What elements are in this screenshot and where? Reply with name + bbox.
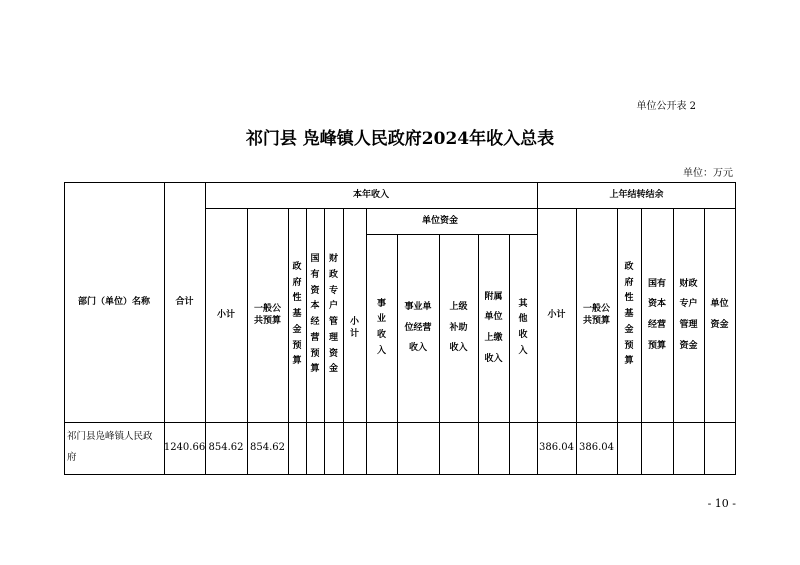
- prior-unit-funds-header: 单位资金: [710, 299, 729, 330]
- current-gov-fund-header: 政 府 性 基 金 预 算: [292, 261, 302, 367]
- current-general-budget-header: 一般公共预算: [253, 303, 281, 326]
- dept-name-header: 部门（单位）名称: [77, 296, 150, 307]
- current-special-fund-header: 财 政 专 户 管 理 资 金: [328, 254, 338, 375]
- form-number: 单位公开表 2: [636, 101, 696, 112]
- total-header: 合计: [175, 296, 194, 307]
- current-year-header: 本年收入: [352, 189, 389, 200]
- prior-gov-fund-header: 政 府 性 基 金 预 算: [624, 261, 634, 367]
- table-row-current-subtotal: 854.62: [208, 442, 244, 454]
- table-row-current-general: 854.62: [250, 442, 285, 454]
- superior-subsidy-header: 上级补助收入: [449, 301, 468, 354]
- prior-general-budget-header: 一般公共预算: [582, 303, 610, 326]
- income-summary-table: [64, 182, 736, 475]
- other-income-header: 其 他 收 入: [518, 298, 528, 356]
- page-number: - 10 -: [707, 497, 736, 510]
- prior-year-header: 上年结转结余: [609, 189, 664, 200]
- prior-soe-budget-header: 国有资本经营预算: [647, 278, 666, 351]
- unit-label: 单位：万元: [683, 168, 733, 179]
- current-soe-budget-header: 国 有 资 本 经 营 预 算: [310, 254, 320, 375]
- table-row-prior-general: 386.04: [579, 442, 614, 454]
- business-income-header: 事 业 收 入: [376, 298, 386, 356]
- table-row-dept-name: 祁门县凫峰镇人民政府: [67, 431, 153, 463]
- table-row-total: 1240.66: [163, 442, 206, 454]
- unit-funds-subtotal-header: 小计: [349, 316, 359, 339]
- table-row-prior-subtotal: 386.04: [539, 442, 574, 454]
- current-subtotal-header: 小计: [216, 309, 235, 320]
- affiliate-income-header: 附属单位上缴收入: [484, 291, 503, 364]
- prior-special-fund-header: 财政专户管理资金: [679, 278, 698, 351]
- prior-subtotal-header: 小计: [547, 309, 566, 320]
- unit-funds-header: 单位资金: [421, 215, 458, 226]
- operating-income-header: 事业单位经营收入: [404, 301, 432, 354]
- page-title: 祁门县 凫峰镇人民政府2024年收入总表: [245, 129, 555, 149]
